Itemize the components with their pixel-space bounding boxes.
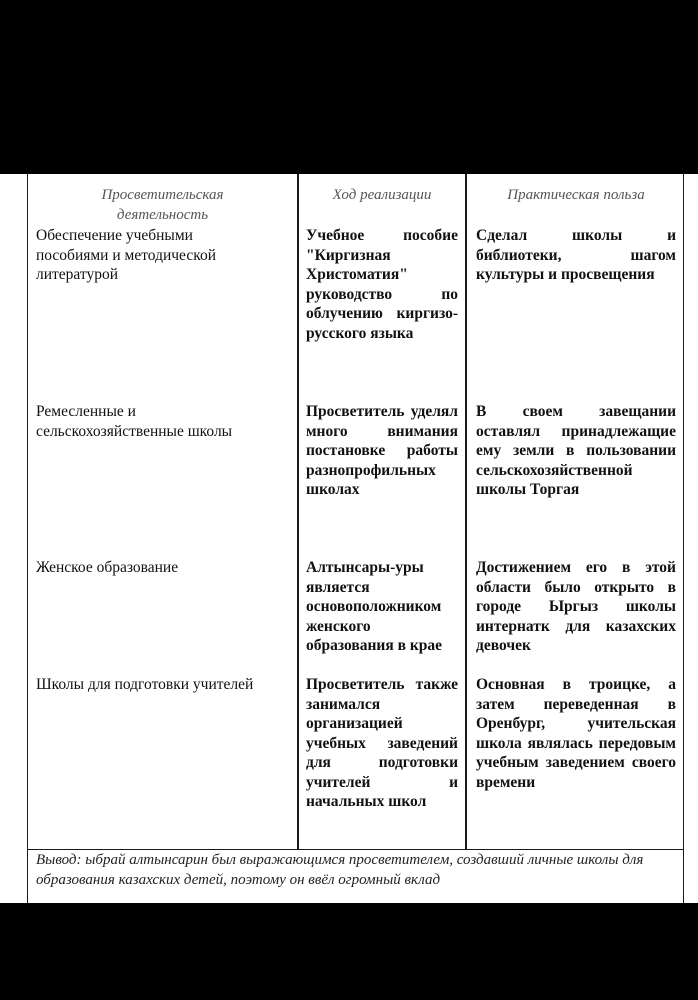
row-2-implementation: Просветитель уделял много внимания постановке работы разнопрофильных школах: [306, 403, 458, 498]
header-benefit: Практическая польза: [507, 187, 645, 203]
header-activity: Просветительская деятельность: [101, 187, 224, 223]
header-implementation: Ход реализации: [332, 187, 432, 203]
row-2-benefit: В своем завещании оставлял принадлежащие ему земли в пользовании сельскохозяйственной школы Торгая: [476, 403, 676, 498]
row-3-implementation: Алтынсары-уры является основоположником женского образования в крае: [306, 559, 443, 654]
row-4-benefit: Основная в троицке, а затем переведенная в Оренбург, учительская школа являлась передовым учебным заведением своего времени: [476, 676, 676, 791]
row-1-benefit: Сделал школы и библиотеки, шагом культуры и просвещения: [476, 227, 676, 283]
row-1-activity: Обеспечение учебными пособиями и методической литературой: [36, 227, 216, 283]
column-divider-1: [297, 174, 299, 850]
row-1-implementation: Учебное пособие "Киргизная Христоматия" руководство по облучению киргизо-русского языка: [306, 227, 458, 342]
conclusion-text: Вывод: ыбрай алтынсарин был выражающимся просветителем, создавший личные школы для образования казахских детей, поэтому он ввёл огромный вклад: [36, 852, 644, 888]
row-4-implementation: Просветитель также занимался организацией учебных заведений для подготовки учителей и начальных школ: [306, 676, 458, 810]
document-page: [0, 174, 698, 903]
row-2-activity: Ремесленные и сельскохозяйственные школы: [36, 403, 233, 440]
row-4-activity: Школы для подготовки учителей: [36, 676, 254, 693]
table-border-right: [683, 174, 684, 903]
table-border-left: [27, 174, 28, 903]
column-divider-2: [465, 174, 467, 850]
row-3-activity: Женское образование: [36, 559, 179, 576]
row-3-benefit: Достижением его в этой области было открыто в городе Ыргыз школы интернатк для казахских девочек: [476, 559, 676, 654]
